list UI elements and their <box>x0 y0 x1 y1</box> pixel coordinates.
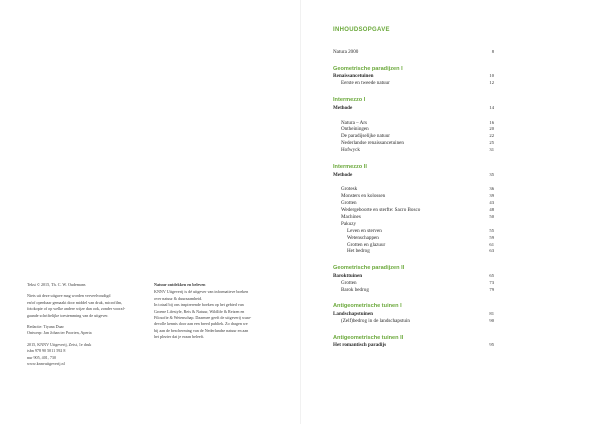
toc-chapter-entry[interactable] <box>333 342 494 349</box>
toc-entry[interactable] <box>333 235 494 242</box>
toc-part-heading: Intermezzo I <box>333 97 366 104</box>
toc-entry-title: Pakuzy <box>341 220 356 227</box>
toc-spacer <box>333 178 494 186</box>
toc-entry-title: Wetenschappen <box>347 234 379 241</box>
toc-entry-page-number: 31 <box>489 147 494 153</box>
toc-entry-title: Het romantisch paradijs <box>333 342 387 349</box>
publisher-blurb-line: het plezier dat je eraan beleeft. <box>154 334 205 340</box>
colophon-line: fotokopie of op welke andere wijze dan ook, zonder vooraf- <box>27 306 126 312</box>
toc-entry-title: Landschapstuinen <box>333 310 373 317</box>
colophon-line: Ontwerp: Jan Johan ter Poorten, Aperta <box>27 330 92 336</box>
toc-chapter-entry[interactable] <box>333 105 494 112</box>
toc-entry-title: Hofwyck <box>341 147 360 154</box>
publisher-blurb-line: Filosofie & Wetenschap. Daarmee geeft de uitgeverij waar- <box>154 315 252 321</box>
publisher-blurb-line: In totaal bij ons inspirerende boeken op het gebied van <box>154 302 244 308</box>
colophon-line: en/of openbaar gemaakt door middel van druk, microfilm, <box>27 299 123 305</box>
toc-entry-page-number: 12 <box>489 80 494 86</box>
toc-spacer <box>333 154 494 164</box>
toc-entry-page-number: 55 <box>489 227 494 233</box>
toc-entry[interactable] <box>333 280 494 287</box>
toc-entry-page-number: 8 <box>491 49 494 54</box>
toc-part-heading: Geometrische paradijzen II <box>333 265 405 272</box>
toc-entry-page-number: 39 <box>489 193 494 199</box>
toc-entry-page-number: 43 <box>489 200 494 206</box>
colophon-line: Redactie: Tiyana Duar <box>27 324 64 330</box>
toc-title: INHOUDSOPGAVE <box>333 27 390 33</box>
toc-part-heading: Antigeometrische tuinen I <box>333 303 402 310</box>
toc-entry[interactable] <box>333 147 494 154</box>
toc-entry-title: Barok bedrog <box>341 286 369 293</box>
toc-spacer <box>333 87 494 97</box>
toc-entry-page-number: 22 <box>489 133 494 139</box>
toc-spacer <box>333 293 494 303</box>
toc-entry-title: Grotesk <box>341 186 358 193</box>
toc-entry-title: Eerste en tweede natuur <box>341 80 390 87</box>
toc-spacer <box>333 112 494 120</box>
toc-entry[interactable] <box>333 133 494 140</box>
table-of-contents <box>333 49 494 349</box>
toc-entry[interactable] <box>333 214 494 221</box>
colophon-paragraph <box>27 282 147 288</box>
toc-entry-page-number: 50 <box>489 213 494 219</box>
toc-entry-title: Wedergeboorte en sterfte: Sacro Bosco <box>341 207 421 214</box>
toc-entry-title: Ontheiningen <box>341 126 369 133</box>
colophon-line: 2015, KNNV Uitgeverij, Zeist, 1e druk <box>27 341 92 347</box>
publisher-blurb-heading: Natuur ontdekken en beleven <box>154 282 206 287</box>
toc-entry[interactable] <box>333 49 494 56</box>
toc-entry-page-number: 14 <box>489 104 494 110</box>
toc-entry[interactable] <box>333 193 494 200</box>
publisher-blurb-line: over natuur & duurzaamheid. <box>154 295 203 301</box>
toc-entry-title: Grotten en glazuur <box>347 241 386 248</box>
toc-entry-title: Machines <box>341 213 361 220</box>
toc-entry-title: Natura 2000 <box>333 49 359 55</box>
toc-spacer <box>333 325 494 335</box>
toc-entry-title: De paradijselijke natuur <box>341 133 390 140</box>
toc-entry[interactable] <box>333 186 494 193</box>
toc-entry-title: Nederlandse renaissancetuinen <box>341 140 404 147</box>
toc-entry[interactable] <box>333 248 494 255</box>
toc-entry-title: Barokttuinen <box>333 272 363 279</box>
toc-entry[interactable] <box>333 80 494 87</box>
toc-chapter-entry[interactable] <box>333 73 494 80</box>
toc-entry-title: Natura – Ars <box>341 119 368 126</box>
toc-entry[interactable] <box>333 228 494 235</box>
toc-entry-page-number: 48 <box>489 207 494 213</box>
page-spread-divider <box>300 0 301 424</box>
toc-entry-page-number: 79 <box>489 286 494 292</box>
publisher-blurb-line: bij aan de bescherming van de Nederlandse natuur en aan <box>154 327 249 333</box>
colophon-paragraph <box>27 293 147 319</box>
toc-entry-page-number: 81 <box>489 310 494 316</box>
colophon-line: nur 905, 401, 730 <box>27 354 56 360</box>
colophon-paragraph <box>27 342 147 368</box>
toc-entry[interactable] <box>333 242 494 249</box>
toc-entry[interactable] <box>333 120 494 127</box>
colophon-line: www.knnvuitgeverij.nl <box>27 361 65 367</box>
toc-entry-page-number: 65 <box>489 272 494 278</box>
toc-entry-page-number: 10 <box>489 73 494 79</box>
colophon-line: gaande schriftelijke toestemming van de uitgever. <box>27 312 109 318</box>
publisher-blurb-line: devolle kennis door aan een breed publiek. Zo dragen we <box>154 321 248 327</box>
toc-chapter-entry[interactable] <box>333 172 494 179</box>
toc-entry-title: Grotten <box>341 200 357 207</box>
toc-entry-page-number: 95 <box>489 342 494 348</box>
publisher-blurb-line: Groene Lifestyle, Reis & Natuur, Wildlife & Reizen en <box>154 308 245 314</box>
toc-chapter-entry[interactable] <box>333 273 494 280</box>
toc-entry-page-number: 90 <box>489 317 494 323</box>
toc-entry-title: Grotten <box>341 279 357 286</box>
colophon-line: isbn 978 90 5011 592 8 <box>27 348 66 354</box>
colophon-line: Niets uit deze uitgave mag worden verveelvoudigd <box>27 293 111 299</box>
toc-entry-page-number: 35 <box>489 171 494 177</box>
toc-part-heading: Intermezzo II <box>333 164 367 171</box>
toc-entry[interactable] <box>333 287 494 294</box>
toc-entry-title: Monsters en kolossen <box>341 193 386 200</box>
toc-entry-title: Methode <box>333 171 353 178</box>
toc-entry-page-number: 61 <box>489 241 494 247</box>
toc-entry-page-number: 36 <box>489 186 494 192</box>
toc-entry-title: Renaissancetuinen <box>333 73 374 80</box>
toc-entry-title: Het bedrog <box>347 248 370 255</box>
toc-spacer <box>333 255 494 265</box>
toc-chapter-entry[interactable] <box>333 311 494 318</box>
toc-entry-page-number: 73 <box>489 279 494 285</box>
toc-entry-page-number: 25 <box>489 140 494 146</box>
toc-entry-title: Leven en sterven <box>347 227 382 234</box>
toc-entry-page-number: 20 <box>489 126 494 132</box>
toc-entry[interactable] <box>333 126 494 133</box>
toc-entry[interactable] <box>333 318 494 325</box>
toc-entry[interactable] <box>333 221 494 228</box>
toc-part-heading: Antigeometrische tuinen II <box>333 334 404 341</box>
imprint-publisher-blurb <box>154 282 276 341</box>
colophon-paragraph <box>27 324 147 337</box>
toc-entry-page-number: 59 <box>489 234 494 240</box>
toc-entry-title: (Zelf)bedrog in de landschapstuin <box>341 317 410 324</box>
toc-entry-page-number: 16 <box>489 119 494 125</box>
toc-entry-title: Methode <box>333 104 353 111</box>
toc-entry-page-number: 63 <box>489 248 494 254</box>
toc-entry[interactable] <box>333 207 494 214</box>
toc-part-heading: Geometrische paradijzen I <box>333 65 403 72</box>
colophon-line: Tekst © 2015, Th. C. W. Oudemans <box>27 282 86 287</box>
imprint-colophon <box>27 282 147 372</box>
toc-spacer <box>333 56 494 66</box>
publisher-blurb-line: KNNV Uitgeverij is dé uitgever van informatieve boeken <box>154 289 249 295</box>
